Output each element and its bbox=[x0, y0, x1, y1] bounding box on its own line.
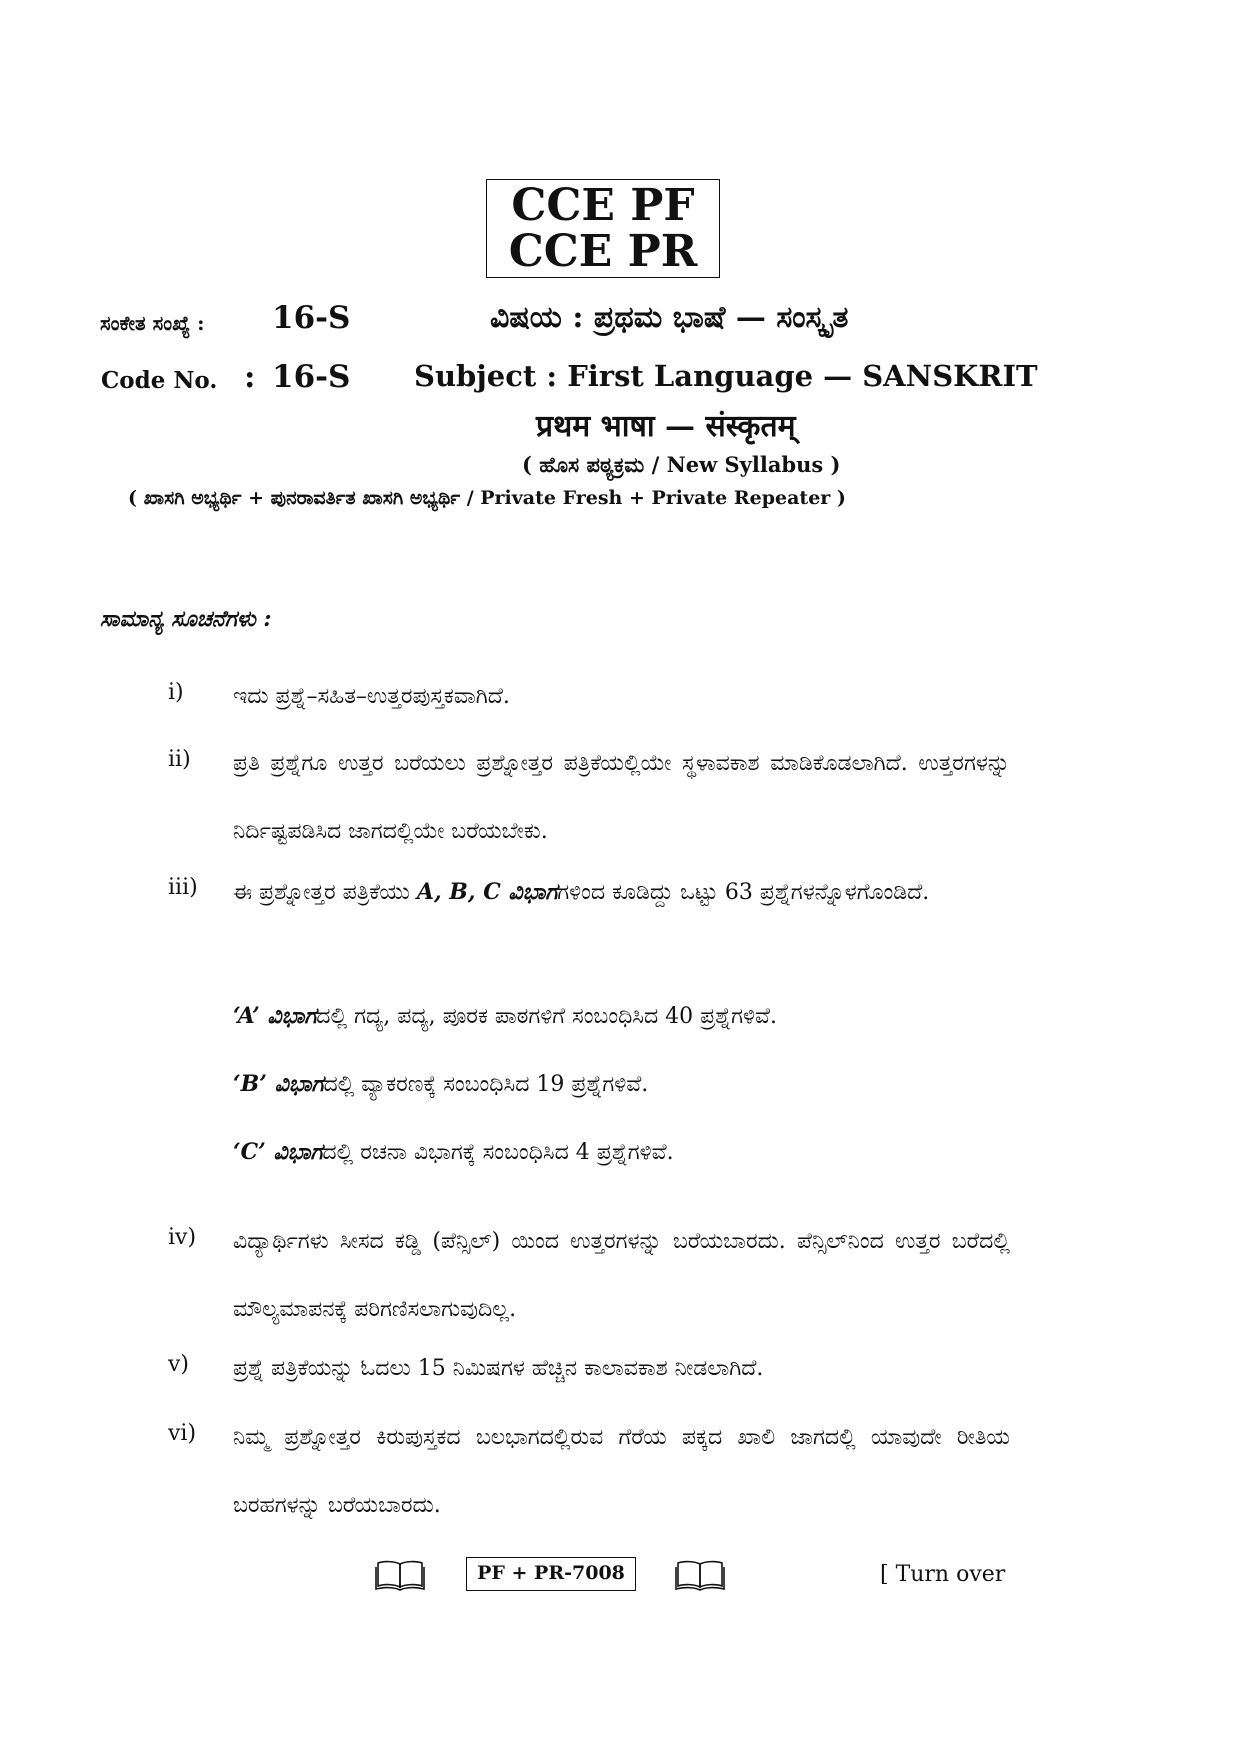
instruction-text-part: ದಲ್ಲಿ ಗದ್ಯ, ಪದ್ಯ, ಪೂರಕ ಪಾಠಗಳಿಗೆ ಸಂಬಂಧಿಸಿದ 40 ಪ್ರಶ್ನೆಗಳಿವೆ. bbox=[316, 1004, 778, 1029]
candidate-type-note: ( ಖಾಸಗಿ ಅಭ್ಯರ್ಥಿ + ಪುನರಾವರ್ತಿತ ಖಾಸಗಿ ಅಭ್ಯರ್ಥಿ / Private Fresh + Private Repeater ) bbox=[128, 487, 846, 509]
instruction-text-part: ಈ ಪ್ರಶ್ನೋತ್ತರ ಪತ್ರಿಕೆಯು bbox=[233, 880, 417, 905]
subject-hindi: प्रथम भाषा — संस्कृतम् bbox=[536, 409, 796, 444]
open-book-icon bbox=[374, 1559, 426, 1591]
exam-code-line-1: CCE PF bbox=[511, 179, 695, 231]
code-colon-english: : bbox=[244, 359, 256, 395]
instruction-text: ನಿಮ್ಮ ಪ್ರಶ್ನೋತ್ತರ ಕಿರುಪುಸ್ತಕದ ಬಲಭಾಗದಲ್ಲಿರುವ ಗೆರೆಯ ಪಕ್ಕದ ಖಾಲಿ ಜಾಗದಲ್ಲಿ ಯಾವುದೇ ರೀತಿಯ ಬರಹಗಳನ್ನು ಬರೆಯಬಾರದು. bbox=[233, 1425, 1010, 1518]
instruction-emphasis: ‘B’ ವಿಭಾಗ bbox=[233, 1071, 324, 1097]
instruction-number: iv) bbox=[168, 1225, 197, 1250]
instruction-number: vi) bbox=[168, 1421, 197, 1446]
exam-code-line-2: CCE PR bbox=[508, 225, 698, 277]
instruction-emphasis: ‘A’ ವಿಭಾಗ bbox=[233, 1003, 317, 1029]
instructions-title: ಸಾಮಾನ್ಯ ಸೂಚನೆಗಳು : bbox=[100, 606, 272, 632]
code-label-kannada: ಸಂಕೇತ ಸಂಖ್ಯೆ : bbox=[100, 311, 205, 335]
instruction-emphasis: ‘C’ ವಿಭಾಗ bbox=[233, 1139, 323, 1165]
instruction-text-part: ದಲ್ಲಿ ರಚನಾ ವಿಭಾಗಕ್ಕೆ ಸಂಬಂಧಿಸಿದ 4 ಪ್ರಶ್ನೆಗಳಿವೆ. bbox=[322, 1140, 674, 1165]
turn-over-note: [ Turn over bbox=[880, 1562, 1006, 1587]
instruction-emphasis: A, B, C ವಿಭಾಗ bbox=[416, 879, 558, 905]
instruction-text: ವಿದ್ಯಾರ್ಥಿಗಳು ಸೀಸದ ಕಡ್ಡಿ (ಪೆನ್ಸಿಲ್) ಯಿಂದ ಉತ್ತರಗಳನ್ನು ಬರೆಯಬಾರದು. ಪೆನ್ಸಿಲ್‌ನಿಂದ ಉತ್ತರ ಬರೆದಲ್ಲಿ ಮೌಲ್ಯಮಾಪನಕ್ಕೆ ಪರಿಗಣಿಸಲಾಗುವುದಿಲ್ಲ. bbox=[233, 1229, 1010, 1322]
subject-english: Subject : First Language — SANSKRIT bbox=[414, 359, 1038, 393]
section-b-note bbox=[233, 1050, 1010, 1119]
syllabus-note: ( ಹೊಸ ಪಠ್ಯಕ್ರಮ / New Syllabus ) bbox=[522, 452, 841, 477]
section-a-note bbox=[233, 982, 1010, 1051]
instruction-text-part: ದಲ್ಲಿ ವ್ಯಾಕರಣಕ್ಕೆ ಸಂಬಂಧಿಸಿದ 19 ಪ್ರಶ್ನೆಗಳಿವೆ. bbox=[323, 1072, 649, 1097]
open-book-icon bbox=[674, 1559, 726, 1591]
instruction-text-part: ಗಳಿಂದ ಕೂಡಿದ್ದು ಒಟ್ಟು 63 ಪ್ರಶ್ನೆಗಳನ್ನೊಳಗೊಂಡಿದೆ. bbox=[557, 880, 930, 905]
instruction-text bbox=[233, 858, 1010, 927]
subject-kannada: ವಿಷಯ : ಪ್ರಥಮ ಭಾಷೆ — ಸಂಸ್ಕೃತ bbox=[490, 300, 849, 335]
instruction-text: ಪ್ರತಿ ಪ್ರಶ್ನೆಗೂ ಉತ್ತರ ಬರೆಯಲು ಪ್ರಶ್ನೋತ್ತರ ಪತ್ರಿಕೆಯಲ್ಲಿಯೇ ಸ್ಥಳಾವಕಾಶ ಮಾಡಿಕೊಡಲಾಗಿದೆ. ಉತ್ತರಗಳನ್ನು ನಿರ್ದಿಷ್ಟಪಡಿಸಿದ ಜಾಗದಲ್ಲಿಯೇ ಬರೆಯಬೇಕು. bbox=[233, 751, 1010, 844]
instruction-number: v) bbox=[168, 1352, 190, 1377]
instruction-number: iii) bbox=[168, 875, 198, 900]
code-value-kannada: 16-S bbox=[272, 300, 351, 336]
paper-code: PF + PR-7008 bbox=[466, 1557, 636, 1591]
code-label-english: Code No. bbox=[101, 367, 218, 394]
instruction-number: i) bbox=[168, 680, 184, 705]
exam-code-box bbox=[486, 179, 720, 278]
instruction-number: ii) bbox=[168, 747, 191, 772]
instruction-text: ಪ್ರಶ್ನೆ ಪತ್ರಿಕೆಯನ್ನು ಓದಲು 15 ನಿಮಿಷಗಳ ಹೆಚ್ಚಿನ ಕಾಲಾವಕಾಶ ನೀಡಲಾಗಿದೆ. bbox=[233, 1356, 764, 1381]
instruction-text: ಇದು ಪ್ರಶ್ನೆ–ಸಹಿತ–ಉತ್ತರಪುಸ್ತಕವಾಗಿದೆ. bbox=[233, 684, 510, 709]
code-value-english: 16-S bbox=[272, 359, 351, 395]
section-c-note bbox=[233, 1118, 1010, 1187]
